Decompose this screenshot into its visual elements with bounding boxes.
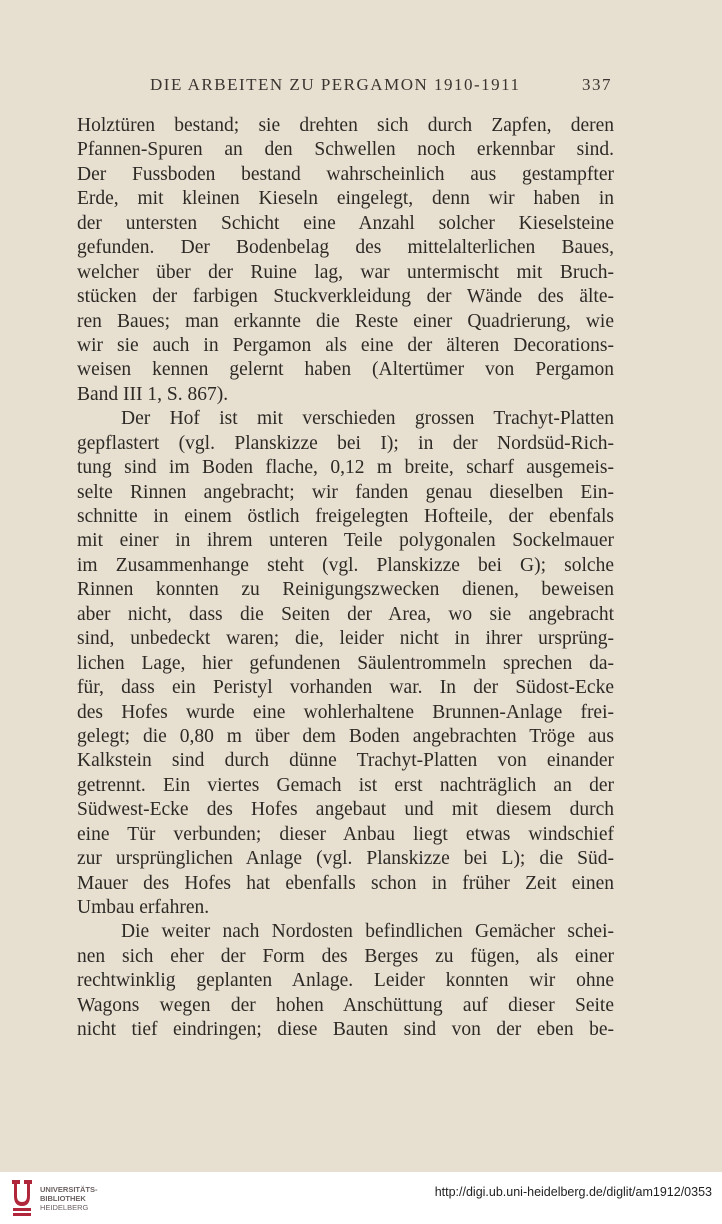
text-line: Wagons wegen der hohen Anschüttung auf dieser Seite xyxy=(77,994,614,1016)
text-line: ren Baues; man erkannte die Reste einer Quadrierung, wie xyxy=(77,310,614,332)
text-line: gefunden. Der Bodenbelag des mittelalterlichen Baues, xyxy=(77,237,614,259)
text-line: Der Fussboden bestand wahrscheinlich aus gestampfter xyxy=(77,163,614,185)
text-line: lichen Lage, hier gefundenen Säulentrommeln sprechen da- xyxy=(77,652,614,674)
text-line: Südwest-Ecke des Hofes angebaut und mit diesem durch xyxy=(77,799,614,821)
text-line: im Zusammenhange steht (vgl. Planskizze bei G); solche xyxy=(77,554,614,576)
library-logo-icon xyxy=(8,1178,36,1218)
viewer-footer xyxy=(0,1172,722,1224)
text-line: weisen kennen gelernt haben (Altertümer von Pergamon xyxy=(77,359,614,381)
library-name xyxy=(40,1185,98,1212)
running-title: DIE ARBEITEN ZU PERGAMON 1910-1911 xyxy=(150,75,521,94)
text-line: Mauer des Hofes hat ebenfalls schon in früher Zeit einen xyxy=(77,872,614,894)
text-line: stücken der farbigen Stuckverkleidung der Wände des älte- xyxy=(77,286,614,308)
text-line: schnitte in einem östlich freigelegten Hofteile, der ebenfals xyxy=(77,506,614,527)
library-name-line: UNIVERSITÄTS- xyxy=(40,1185,98,1194)
text-line: gelegt; die 0,80 m über dem Boden angebrachten Tröge aus xyxy=(77,725,614,747)
text-line: Holztüren bestand; sie drehten sich durch Zapfen, deren xyxy=(77,115,614,136)
permalink-url[interactable]: http://digi.ub.uni-heidelberg.de/diglit/am1912/0353 xyxy=(434,1185,712,1199)
text-line: Kalkstein sind durch dünne Trachyt-Platten von einander xyxy=(77,750,614,772)
text-line: aber nicht, dass die Seiten der Area, wo sie angebracht xyxy=(77,603,614,625)
library-name-line: HEIDELBERG xyxy=(40,1203,89,1212)
text-line: Band III 1, S. 867). xyxy=(77,383,229,405)
text-line: Die weiter nach Nordosten befindlichen Gemächer schei- xyxy=(121,921,614,943)
text-line: gepflastert (vgl. Planskizze bei I); in der Nordsüd-Rich- xyxy=(77,432,614,454)
text-line: Der Hof ist mit verschieden grossen Trachyt-Platten xyxy=(121,408,614,430)
text-line: welcher über der Ruine lag, war untermischt mit Bruch- xyxy=(77,261,614,283)
text-line: Erde, mit kleinen Kieseln eingelegt, denn wir haben in xyxy=(77,188,614,210)
library-name-line: BIBLIOTHEK xyxy=(40,1194,86,1203)
text-line: der untersten Schicht eine Anzahl solcher Kieselsteine xyxy=(77,212,614,234)
text-line: wir sie auch in Pergamon als eine der älteren Decorations- xyxy=(77,334,614,356)
text-line: mit einer in ihrem unteren Teile polygonalen Sockelmauer xyxy=(77,530,614,552)
text-line: Pfannen-Spuren an den Schwellen noch erkennbar sind. xyxy=(77,139,614,161)
text-line: Rinnen konnten zu Reinigungszwecken dienen, beweisen xyxy=(77,579,614,601)
text-line: Umbau erfahren. xyxy=(77,897,210,918)
text-line: sind, unbedeckt waren; die, leider nicht in ihrer ursprüng- xyxy=(77,628,614,650)
text-line: selte Rinnen angebracht; wir fanden genau dieselben Ein- xyxy=(77,481,614,503)
text-line: für, dass ein Peristyl vorhanden war. In der Südost-Ecke xyxy=(77,677,614,699)
text-line: eine Tür verbunden; dieser Anbau liegt etwas windschief xyxy=(77,823,614,845)
body-text xyxy=(77,114,614,1043)
text-line: zur ursprünglichen Anlage (vgl. Planskizze bei L); die Süd- xyxy=(77,848,614,870)
text-line: nicht tief eindringen; diese Bauten sind von der eben be- xyxy=(77,1019,614,1041)
page-number: 337 xyxy=(582,75,612,94)
text-line: getrennt. Ein viertes Gemach ist erst nachträglich an der xyxy=(77,774,614,796)
text-line: des Hofes wurde eine wohlerhaltene Brunnen-Anlage frei- xyxy=(77,701,614,723)
text-line: nen sich eher der Form des Berges zu fügen, als einer xyxy=(77,945,614,967)
text-line: tung sind im Boden flache, 0,12 m breite, scharf ausgemeis- xyxy=(77,457,614,479)
text-line: rechtwinklig geplanten Anlage. Leider konnten wir ohne xyxy=(77,970,614,992)
